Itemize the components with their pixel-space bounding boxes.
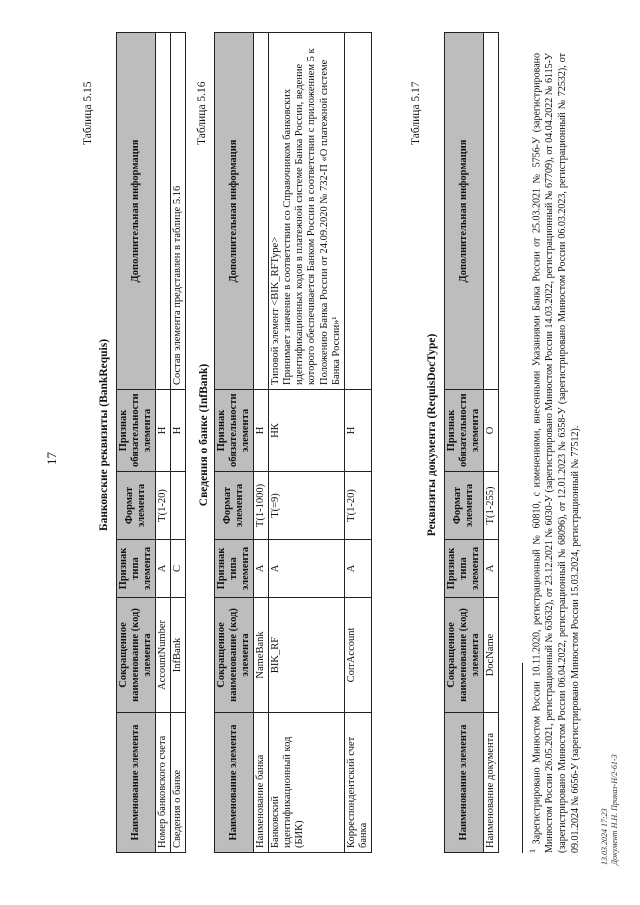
table-cell: Номер банковского счета <box>156 713 171 853</box>
table-cell <box>344 33 371 390</box>
header-cell: Признак обязательности элемента <box>117 390 156 472</box>
table-cell: T(1-255) <box>484 472 499 540</box>
table-bank-requis <box>116 32 186 853</box>
header-cell: Признак обязательности элемента <box>215 390 254 472</box>
table-row <box>484 33 499 853</box>
table-row <box>344 33 371 853</box>
table-cell: Наименование документа <box>484 713 499 853</box>
footnote-text: Зарегистрировано Минюстом России 10.11.2020, регистрационный № 60810, с изменениями, внесенными Указаниями Банка России от 25.03.2021 № 5756-У (зарегистрировано Минюстом России 26.05.2021, регистрационный № 63632), от 23.12.2021 № 6030-У (зарегистрировано Минюстом России 14.03.2022, регистрационный № 67709), от 04.04.2022 № 6115-У (зарегистрировано Минюстом России 06.04.2022, регистрационный № 68096), от 12.01.2023 № 6358-У (зарегистрировано Минюстом России 06.03.2023, регистрационный № 72532), от 09.01.2024 № 6656-У (зарегистрировано Минюстом России 15.03.2024, регистрационный № 77512). <box>531 53 581 853</box>
table-cell: А <box>156 540 171 598</box>
header-cell: Наименование элемента <box>117 713 156 853</box>
header-cell: Наименование элемента <box>215 713 254 853</box>
table-cell: InfBank <box>171 598 186 713</box>
table-cell: А <box>269 540 344 598</box>
table-cell: Банковский идентификационный код (БИК) <box>269 713 344 853</box>
table-cell: NameBank <box>254 598 269 713</box>
header-cell: Формат элемента <box>215 472 254 540</box>
stamp-line: 13.03.2024 17:23 <box>600 808 609 865</box>
footnote <box>528 53 583 853</box>
table-requis-doc-type <box>444 32 499 853</box>
table-cell: Наименование банка <box>254 713 269 853</box>
page-number: 17 <box>44 452 59 465</box>
header-cell: Сокращенное наименование (код) элемента <box>215 598 254 713</box>
table-cell: T(=9) <box>269 472 344 540</box>
footnote-marker: 1 <box>528 849 537 853</box>
table-row <box>269 33 344 853</box>
table-cell: DocName <box>484 598 499 713</box>
table-label-5-16: Таблица 5.16 <box>196 81 208 145</box>
header-cell: Сокращенное наименование (код) элемента <box>445 598 484 713</box>
table-cell: А <box>254 540 269 598</box>
header-cell: Признак обязательности элемента <box>445 390 484 472</box>
table-cell <box>171 472 186 540</box>
header-cell: Наименование элемента <box>445 713 484 853</box>
table-cell: T(1-20) <box>156 472 171 540</box>
table-row <box>254 33 269 853</box>
header-cell: Признак типа элемента <box>215 540 254 598</box>
table-cell: CorrAccount <box>344 598 371 713</box>
table-caption-5-17: Реквизиты документа (RequisDocType) <box>426 333 438 537</box>
table-cell: Сведения о банке <box>171 713 186 853</box>
table-cell: А <box>484 540 499 598</box>
table-cell: Н <box>344 390 371 472</box>
table-cell: С <box>171 540 186 598</box>
table-inf-bank <box>214 32 372 853</box>
table-cell: Состав элемента представлен в таблице 5.16 <box>171 33 186 390</box>
table-cell <box>484 33 499 390</box>
header-cell: Формат элемента <box>445 472 484 540</box>
table-label-5-17: Таблица 5.17 <box>410 81 422 145</box>
table-cell: T(1-20) <box>344 472 371 540</box>
table-cell: Н <box>171 390 186 472</box>
header-cell: Формат элемента <box>117 472 156 540</box>
table-caption-5-16: Сведения о банке (InfBank) <box>198 363 210 507</box>
table-caption-5-15: Банковские реквизиты (BankRequis) <box>98 338 110 532</box>
table-row <box>156 33 171 853</box>
table-cell: AccountNumber <box>156 598 171 713</box>
table-cell: T(1-1000) <box>254 472 269 540</box>
table-cell: BIK_RF <box>269 598 344 713</box>
header-cell: Признак типа элемента <box>117 540 156 598</box>
footnote-rule <box>522 663 523 853</box>
header-cell: Сокращенное наименование (код) элемента <box>117 598 156 713</box>
table-header-row <box>117 33 156 853</box>
stamp-line: Документ Н.Н. Приказ-Н/2-61-3 <box>609 754 619 865</box>
table-cell: Корреспондентский счет банка <box>344 713 371 853</box>
table-cell <box>254 33 269 390</box>
table-cell: Н <box>254 390 269 472</box>
header-cell: Признак типа элемента <box>445 540 484 598</box>
header-cell: Дополнительная информация <box>445 33 484 390</box>
table-cell: О <box>484 390 499 472</box>
table-cell: А <box>344 540 371 598</box>
table-cell: НК <box>269 390 344 472</box>
header-cell: Дополнительная информация <box>215 33 254 390</box>
table-cell <box>156 33 171 390</box>
table-cell: Типовой элемент <BIK_RFType> Принимает значение в соответствии со Справочником банковских идентификационных кодов в платежной системе Банка России, ведение которого обеспечивается Банком России в соответствии с приложением 5 к Положению Банка России от 24.09.2020 № 732-П «О платежной системе Банка России»¹ <box>269 33 344 390</box>
header-cell: Дополнительная информация <box>117 33 156 390</box>
table-header-row <box>215 33 254 853</box>
table-row <box>171 33 186 853</box>
table-header-row <box>445 33 484 853</box>
table-label-5-15: Таблица 5.15 <box>82 81 94 145</box>
document-stamp <box>600 754 619 865</box>
table-cell: Н <box>156 390 171 472</box>
